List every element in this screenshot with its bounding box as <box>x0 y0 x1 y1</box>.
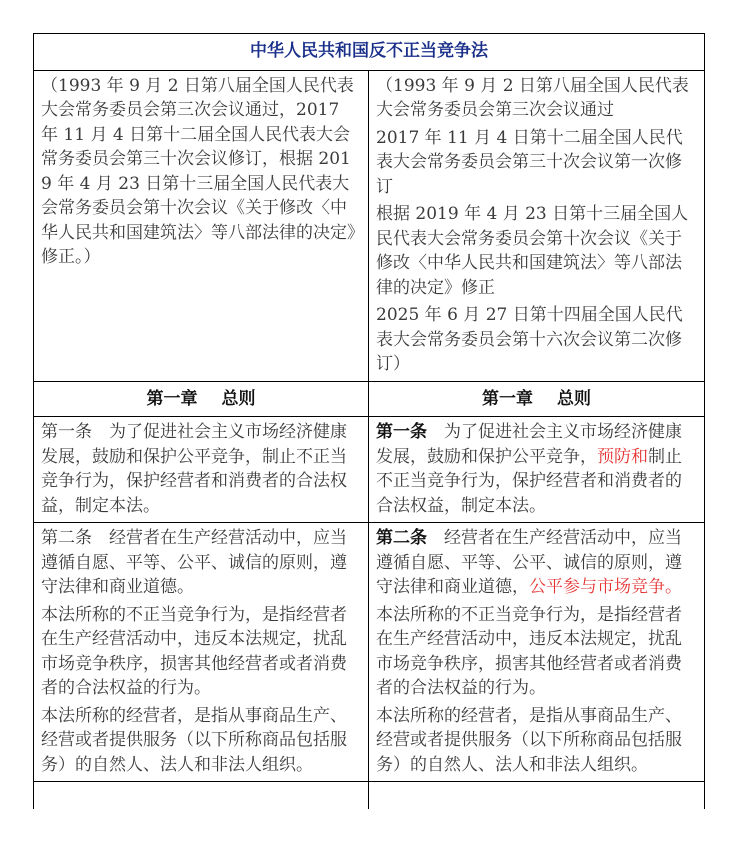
new-article1 <box>369 417 705 523</box>
comparison-table <box>33 33 705 809</box>
article1-row <box>34 417 705 523</box>
old-article1-number: 第一条 <box>41 422 92 442</box>
new-article2-number: 第二条 <box>376 528 427 548</box>
new-article2-p3: 本法所称的经营者，是指从事商品生产、经营或者提供服务（以下所称商品包括服务）的自然人、法人和非法人组织。 <box>376 705 682 775</box>
old-article2 <box>34 523 369 782</box>
new-header-line-2: 2017 年 11 月 4 日第十二届全国人民代表大会常务委员会第三十次会议第一次修订 <box>376 127 683 197</box>
new-article1-added: 预防和 <box>597 446 648 467</box>
old-chapter-name: 总则 <box>221 388 256 409</box>
new-article2-p2: 本法所称的不正当竞争行为，是指经营者在生产经营活动中，违反本法规定，扰乱市场竞争秩序，损害其他经营者或者消费者的合法权益的行为。 <box>376 604 682 698</box>
new-article2-added: 公平参与市场竞争。 <box>529 577 682 597</box>
new-article2 <box>369 523 705 782</box>
old-chapter-heading <box>34 381 369 417</box>
chapter-row <box>34 381 705 417</box>
new-chapter-heading <box>369 381 705 417</box>
new-chapter-name: 总则 <box>557 388 591 409</box>
old-article1 <box>34 417 369 523</box>
continuation-row <box>34 782 705 810</box>
law-title: 中华人民共和国反不正当竞争法 <box>34 34 705 71</box>
new-continuation <box>369 782 705 810</box>
article2-row <box>34 523 705 782</box>
title-row <box>34 34 705 71</box>
old-article2-number: 第二条 <box>41 528 92 548</box>
old-chapter-number: 第一章 <box>146 388 198 409</box>
new-header-line-4: 2025 年 6 月 27 日第十四届全国人民代表大会常务委员会第十六次会议第二次修订） <box>376 305 683 374</box>
old-article1-text: 为了促进社会主义市场经济健康发展，鼓励和保护公平竞争，制止不正当竞争行为，保护经营者和消费者的合法权益，制定本法。 <box>41 422 347 516</box>
old-article2-p1 <box>41 526 361 600</box>
new-version-header <box>369 70 705 381</box>
old-article2-p2: 本法所称的不正当竞争行为，是指经营者在生产经营活动中，违反本法规定，扰乱市场竞争秩序，损害其他经营者或者消费者的合法权益的行为。 <box>41 604 347 698</box>
old-article2-p3: 本法所称的经营者，是指从事商品生产、经营或者提供服务（以下所称商品包括服务）的自然人、法人和非法人组织。 <box>41 705 347 775</box>
new-article1-text-a: 为了促进社会主义市场经济健康发展，鼓励和保护公平竞争， <box>376 422 682 467</box>
old-article2-p1-text: 经营者在生产经营活动中，应当遵循自愿、平等、公平、诚信的原则，遵守法律和商业道德。 <box>41 528 347 597</box>
new-article2-p1-text: 经营者在生产经营活动中，应当遵循自愿、平等、公平、诚信的原则，遵守法律和商业道德， <box>376 528 682 597</box>
new-article1-text-b: 制止不正当竞争行为，保护经营者和消费者的合法权益，制定本法。 <box>376 446 682 516</box>
header-row <box>34 70 705 381</box>
new-article1-number: 第一条 <box>376 422 427 442</box>
old-continuation <box>34 782 369 810</box>
old-version-header: （1993 年 9 月 2 日第八届全国人民代表大会常务委员会第三次会议通过，2017 年 11 月 4 日第十二届全国人民代表大会常务委员会第三十次会议修订，根据 2019 年 4 月 23 日第十三届全国人民代表大会常务委员会第十次会议《关于修改〈中华人民共和国建筑法〉等八部法律的决定》修正。） <box>34 70 369 381</box>
new-header-line-1: （1993 年 9 月 2 日第八届全国人民代表大会常务委员会第三次会议通过 <box>376 75 689 120</box>
new-chapter-number: 第一章 <box>482 388 533 409</box>
new-article2-p1 <box>376 526 697 600</box>
new-header-line-3: 根据 2019 年 4 月 23 日第十三届全国人民代表大会常务委员会第十次会议《关于修改〈中华人民共和国建筑法〉等八部法律的决定》修正 <box>376 204 689 298</box>
